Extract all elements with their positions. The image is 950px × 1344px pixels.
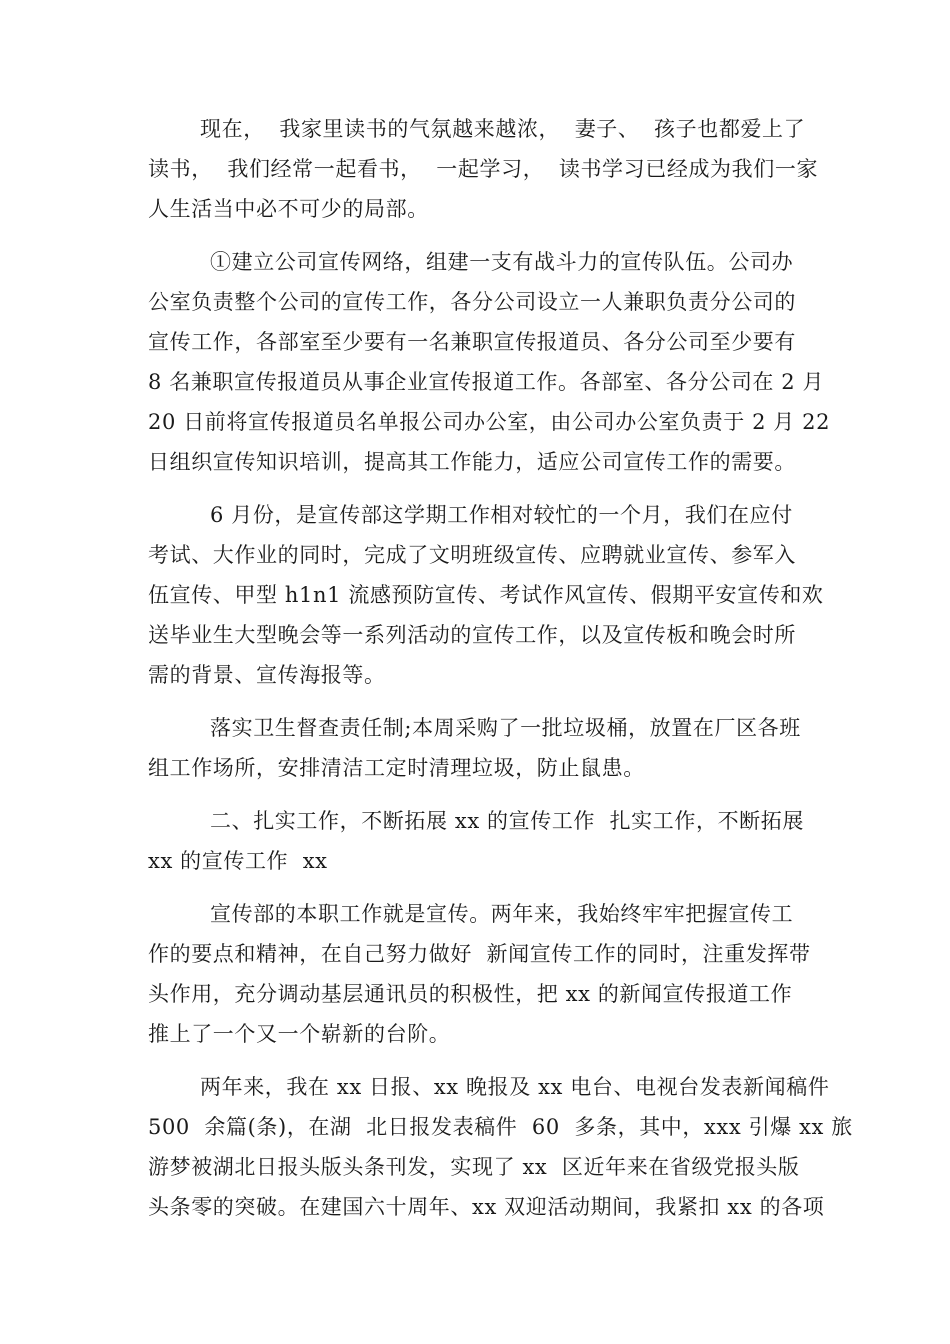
paragraph-2-line-4: 8 名兼职宣传报道员从事企业宣传报道工作。各部室、各分公司在 2 月 [148,370,825,394]
paragraph-6-line-4: 推上了一个又一个崭新的台阶。 [148,1022,451,1046]
paragraph-7-line-4: 头条零的突破。在建国六十周年、xx 双迎活动期间，我紧扣 xx 的各项 [148,1195,825,1219]
paragraph-3-line-5: 需的背景、宣传海报等。 [148,663,386,687]
paragraph-5-line-2: xx 的宣传工作 xx [148,849,328,873]
paragraph-1-line-2: 读书， 我们经常一起看书， 一起学习， 读书学习已经成为我们一家 [148,157,819,181]
paragraph-5-line-1: 二、扎实工作，不断拓展 xx 的宣传工作 扎实工作，不断拓展 [210,809,804,833]
paragraph-2-line-2: 公室负责整个公司的宣传工作，各分公司设立一人兼职负责分公司的 [148,290,796,314]
paragraph-1-line-3: 人生活当中必不可少的局部。 [148,197,429,221]
paragraph-4-line-1: 落实卫生督查责任制;本周采购了一批垃圾桶，放置在厂区各班 [210,716,801,740]
paragraph-7-line-3: 游梦被湖北日报头版头条刊发，实现了 xx 区近年来在省级党报头版 [148,1155,800,1179]
paragraph-6-line-1: 宣传部的本职工作就是宣传。两年来，我始终牢牢把握宣传工 [210,902,794,926]
paragraph-7-line-1: 两年来，我在 xx 日报、xx 晚报及 xx 电台、电视台发表新闻稿件 [200,1075,830,1099]
paragraph-1-line-1: 现在， 我家里读书的气氛越来越浓， 妻子、 孩子也都爱上了 [200,117,806,141]
paragraph-2-line-1: ①建立公司宣传网络，组建一支有战斗力的宣传队伍。公司办 [210,250,794,274]
paragraph-2-line-5: 20 日前将宣传报道员名单报公司办公室，由公司办公室负责于 2 月 22 [148,410,831,434]
paragraph-3-line-1: 6 月份，是宣传部这学期工作相对较忙的一个月，我们在应付 [210,503,793,527]
paragraph-2-line-3: 宣传工作，各部室至少要有一名兼职宣传报道员、各分公司至少要有 [148,330,796,354]
paragraph-2-line-6: 日组织宣传知识培训，提高其工作能力，适应公司宣传工作的需要。 [148,450,796,474]
paragraph-3-line-2: 考试、大作业的同时，完成了文明班级宣传、应聘就业宣传、参军入 [148,543,796,567]
paragraph-6-line-2: 作的要点和精神，在自己努力做好 新闻宣传工作的同时，注重发挥带 [148,942,811,966]
paragraph-3-line-4: 送毕业生大型晚会等一系列活动的宣传工作，以及宣传板和晚会时所 [148,623,796,647]
paragraph-6-line-3: 头作用，充分调动基层通讯员的积极性，把 xx 的新闻宣传报道工作 [148,982,793,1006]
paragraph-4-line-2: 组工作场所，安排清洁工定时清理垃圾，防止鼠患。 [148,756,645,780]
paragraph-7-line-2: 500 余篇(条)，在湖 北日报发表稿件 60 多条，其中，xxx 引爆 xx 旅 [148,1115,853,1139]
paragraph-3-line-3: 伍宣传、甲型 h1n1 流感预防宣传、考试作风宣传、假期平安宣传和欢 [148,583,824,607]
